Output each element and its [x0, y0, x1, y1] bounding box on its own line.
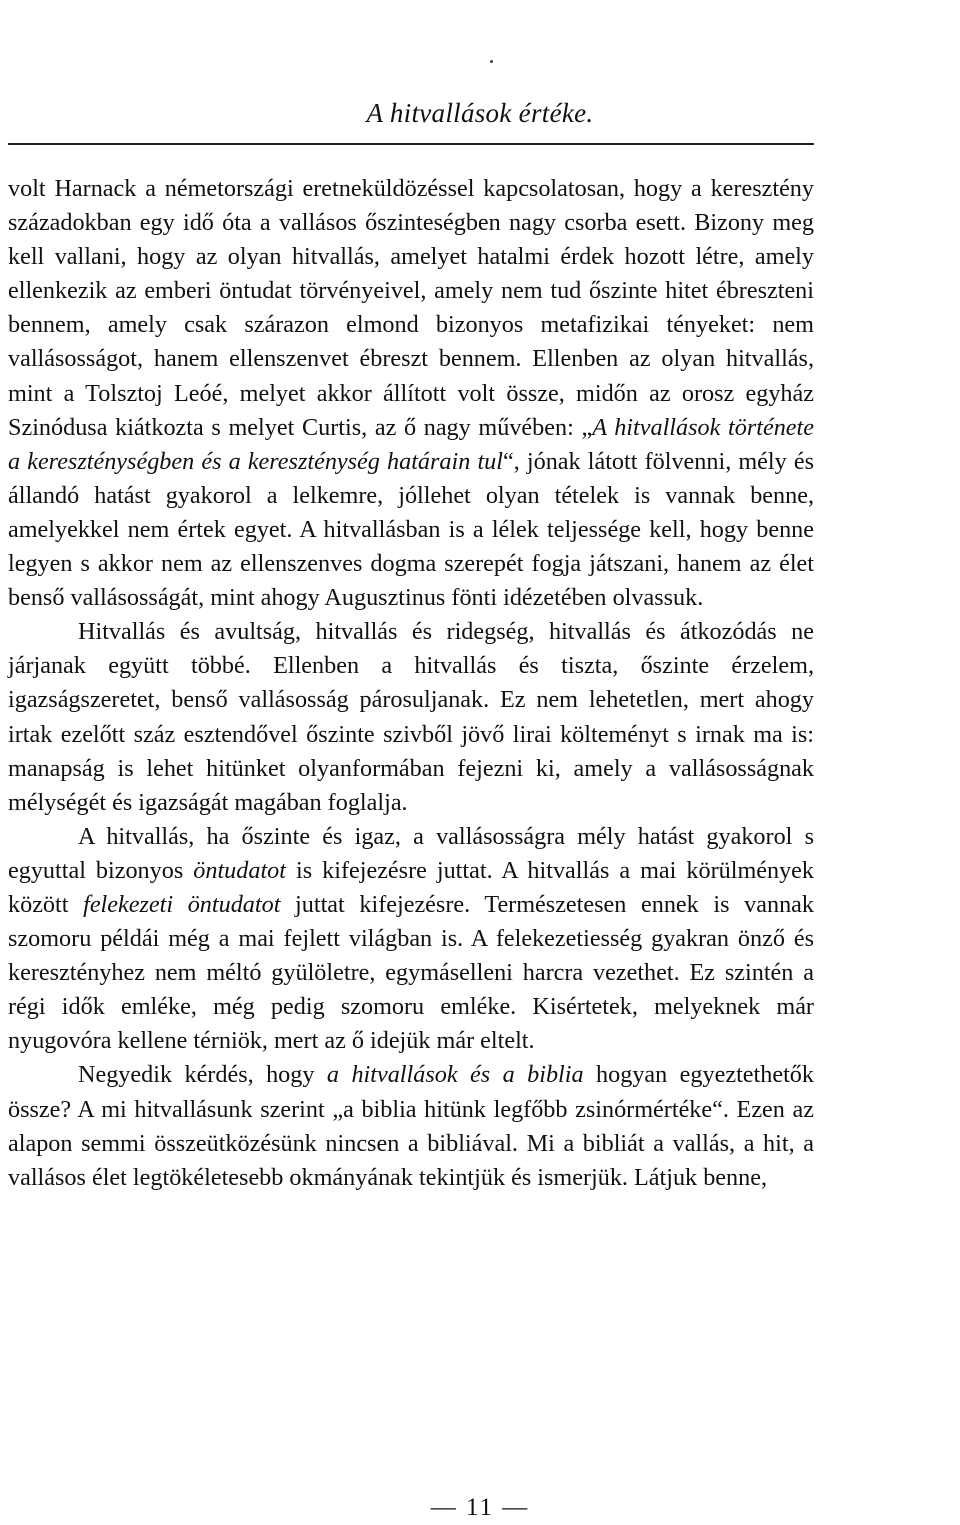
paragraph-1	[8, 172, 814, 615]
paragraph-2	[8, 615, 814, 820]
paragraph-4-text-b: hogyan egyeztethetők össze? A mi hitvallásunk szerint „a biblia hitünk legfőbb zsinórmértéke“. Ezen az alapon semmi összeütközésünk nincsen a bibliával. Mi a bibliát a vallás, a hit, a vallásos élet legtökéletesebb okmányának tekintjük és ismerjük. Látjuk benne,	[8, 1061, 814, 1191]
page-number: — 11 —	[430, 1494, 530, 1521]
print-speck	[490, 60, 493, 63]
running-title: A hitvallások értéke.	[366, 98, 594, 128]
body-text	[8, 172, 814, 1195]
paragraph-2-text: Hitvallás és avultság, hitvallás és ridegség, hitvallás és átkozódás ne járjanak együtt többé. Ellenben a hitvallás és tiszta, őszinte érzelem, igazságszeretet, benső vallásosság párosuljanak. Ez nem lehetetlen, mert ahogy irtak ezelőtt száz esztendővel őszinte szivből jövő lirai költeményt s irnak ma is: manapság is lehet hitünket olyanformában fejezni ki, amely a vallásosságnak mélységét és igazságát magában foglalja.	[8, 618, 814, 816]
book-title-italic: A hitvallások története a kereszténységben és a kereszténység határain tul	[8, 413, 814, 475]
paragraph-3	[8, 820, 814, 1059]
header-rule	[8, 143, 814, 145]
paragraph-3-text-c: juttat kifejezésre. Természetesen ennek is vannak szomoru példái még a mai fejlett világban is. A felekezetiesség gyakran önző és keresztényhez nem méltó gyülöletre, egymáselleni harcra vezethet. Ez szintén a régi idők emléke, még pedig szomoru emléke. Kisértetek, melyeknek már nyugovóra kellene térniök, mert az ő idejük már eltelt.	[8, 890, 814, 1055]
paragraph-4	[8, 1058, 814, 1194]
italic-felekezeti-oentudatot: felekezeti öntudatot	[83, 890, 281, 918]
paragraph-4-text-a: Negyedik kérdés, hogy	[78, 1061, 327, 1089]
italic-oentudatot: öntudatot	[193, 856, 286, 884]
paragraph-3-text-b: is kifejezésre juttat. A hitvallás a mai körülmények között	[8, 856, 815, 918]
paragraph-1-text-a: volt Harnack a németországi eretneküldözéssel kapcsolatosan, hogy a keresztény századokban egy idő óta a vallásos őszinteségben nagy csorba esett. Bizony meg kell vallani, hogy az olyan hitvallás, amelyet hatalmi érdek hozott létre, amely ellenkezik az emberi öntudat törvényeivel, amely nem tud őszinte hitet ébreszteni bennem, amely csak szárazon elmond bizonyos metafizikai tényeket: nem vallásosságot, hanem ellenszenvet ébreszt bennem. Ellenben az olyan hitvallás, mint a Tolsztoj Leóé, melyet akkor állított volt össze, midőn az orosz egyház Szinódusa kiátkozta s melyet Curtis, az ő nagy művében: „	[8, 175, 814, 441]
paragraph-1-text-b: “, jónak látott fölvenni, mély és állandó hatást gyakorol a lelkemre, jóllehet olyan tételek is vannak benne, amelyekkel nem értek egyet. A hitvallásban is a lélek teljessége kell, hogy benne legyen s akkor nem az ellenszenves dogma szerepét fogja játszani, hanem az élet benső vallásosságát, mint ahogy Augusztinus fönti idézetében olvassuk.	[8, 447, 814, 612]
paragraph-3-text-a: A hitvallás, ha őszinte és igaz, a vallásosságra mély hatást gyakorol s egyuttal bizonyos	[8, 822, 814, 884]
italic-hitvallasok-biblia: a hitvallások és a biblia	[326, 1061, 584, 1089]
